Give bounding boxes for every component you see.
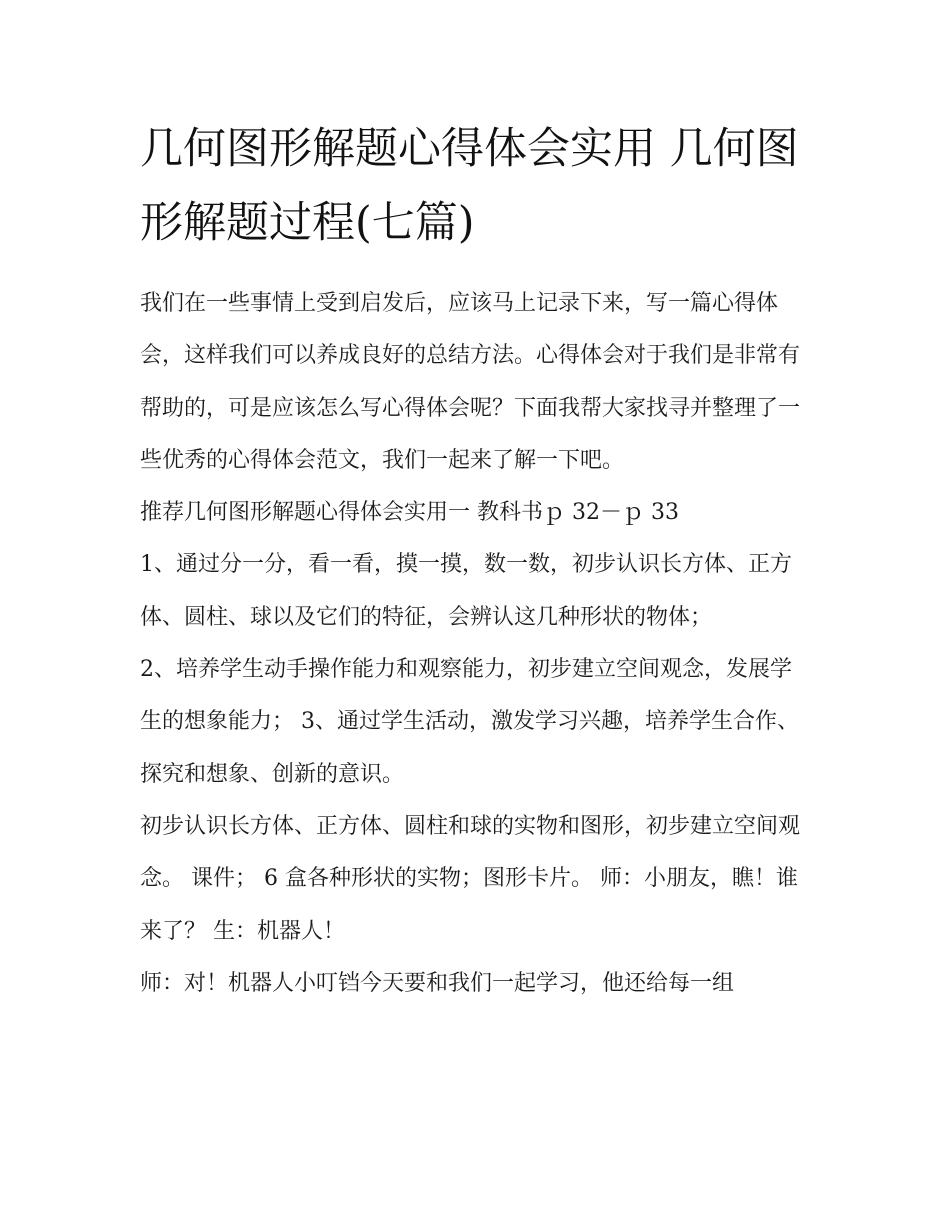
section-heading-paragraph: 推荐几何图形解题心得体会实用一 教科书ｐ 32－ｐ 33 (140, 500, 679, 526)
teacher-dialogue-paragraph: 师：对！机器人小叮铛今天要和我们一起学习，他还给每一组 (140, 970, 735, 996)
document-body (140, 112, 812, 1010)
objective-1-paragraph: 1、通过分一分，看一看，摸一摸，数一数，初步认识长方体、正方体、圆柱、球以及它们的特征，会辨认这几种形状的物体； (140, 552, 792, 630)
objective-2-3-paragraph: 2、培养学生动手操作能力和观察能力，初步建立空间观念，发展学生的想象能力； 3、通过学生活动，激发学习兴趣，培养学生合作、探究和想象、创新的意识。 (140, 657, 799, 787)
intro-paragraph: 我们在一些事情上受到启发后，应该马上记录下来，写一篇心得体会，这样我们可以养成良好的总结方法。心得体会对于我们是非常有帮助的，可是应该怎么写心得体会呢？下面我帮大家找寻并整理了一些优秀的心得体会范文，我们一起来了解一下吧。 (140, 291, 801, 473)
document-title: 几何图形解题心得体会实用 几何图形解题过程(七篇) (140, 124, 799, 248)
lesson-focus-paragraph: 初步认识长方体、正方体、圆柱和球的实物和图形，初步建立空间观念。 课件； 6 盒各种形状的实物；图形卡片。 师：小朋友，瞧！谁来了？ 生：机器人！ (140, 813, 801, 944)
